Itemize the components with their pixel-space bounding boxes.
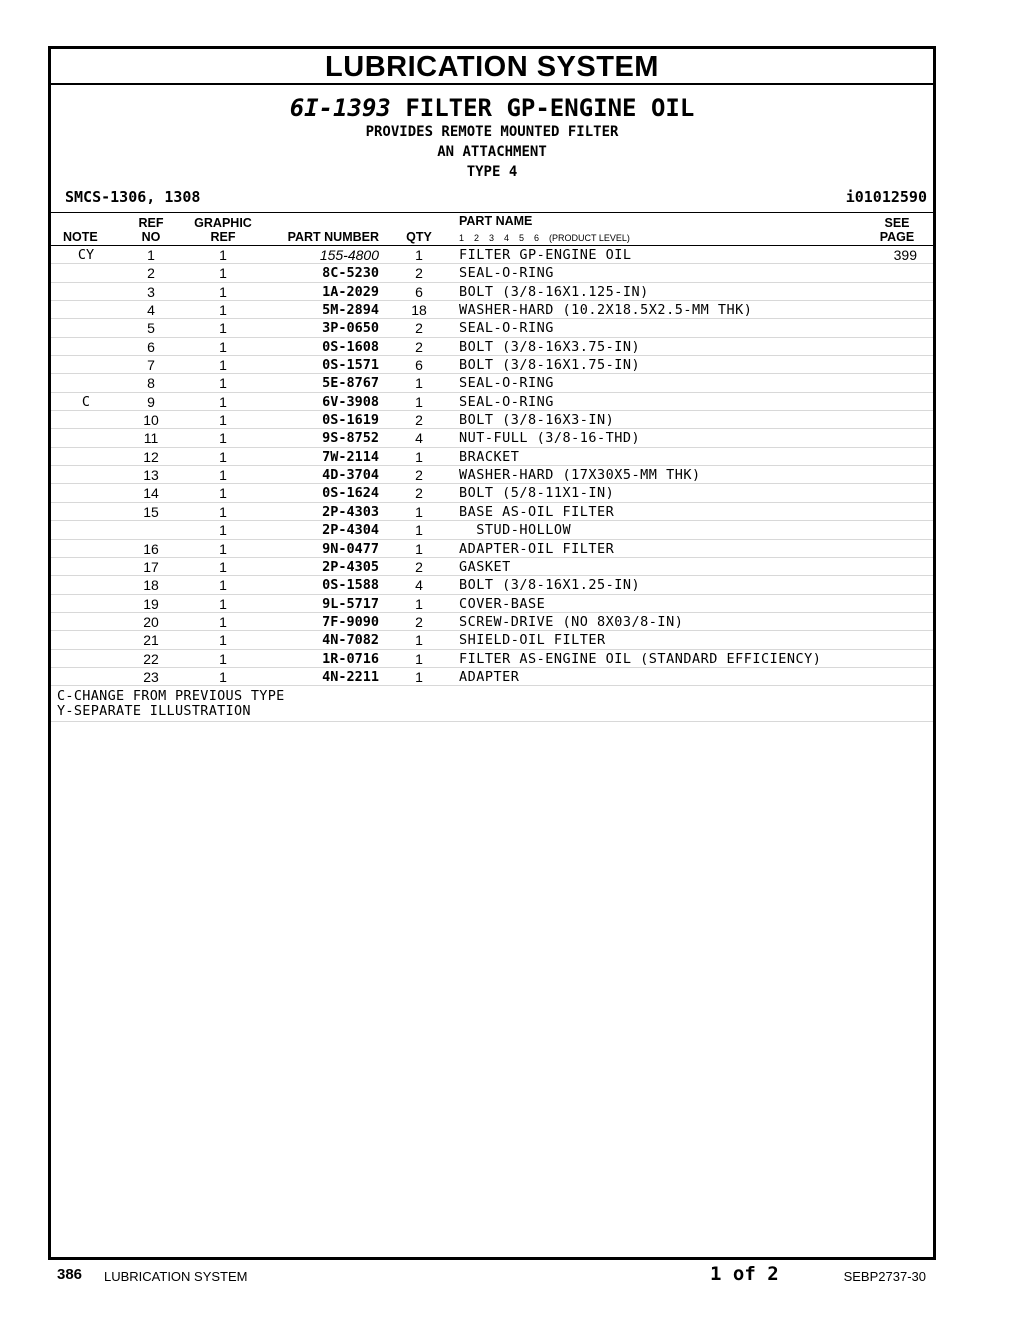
cell-graphic-ref: 1 [219, 265, 227, 282]
cell-graphic-ref: 1 [219, 247, 227, 263]
cell-part-number: 2P-4305 [322, 558, 379, 575]
cell-ref-no: 11 [143, 430, 159, 447]
col-graphic-ref-bottom: REF [210, 230, 236, 244]
cell-part-number: 9N-0477 [322, 540, 379, 557]
col-see-bottom: PAGE [879, 230, 915, 244]
cell-qty: 1 [415, 650, 423, 667]
cell-note: CY [77, 247, 95, 263]
group-name: FILTER GP-ENGINE OIL [405, 94, 695, 122]
cell-qty: 4 [415, 577, 423, 594]
table-row [51, 319, 933, 337]
cell-part-number: 4N-2211 [322, 668, 379, 685]
smcs-code: SMCS-1306, 1308 [65, 188, 201, 206]
cell-part-name: FILTER AS-ENGINE OIL (STANDARD EFFICIENCY) [459, 650, 822, 667]
cell-qty: 1 [415, 375, 423, 392]
cell-part-name: WASHER-HARD (17X30X5-MM THK) [459, 467, 701, 484]
cell-qty: 1 [415, 247, 423, 263]
cell-ref-no: 15 [143, 503, 159, 520]
cell-part-name: SEAL-O-RING [459, 375, 554, 392]
table-row [51, 613, 933, 631]
table-row [51, 595, 933, 613]
table-row [51, 283, 933, 301]
col-part-number: PART NUMBER [287, 230, 379, 244]
table-row [51, 668, 933, 686]
cell-part-number: 0S-1608 [322, 338, 379, 355]
footer-page-number: 386 [57, 1266, 83, 1283]
cell-graphic-ref: 1 [219, 540, 227, 557]
cell-graphic-ref: 1 [219, 302, 227, 319]
cell-part-name: NUT-FULL (3/8-16-THD) [459, 430, 641, 447]
cell-part-name: SHIELD-OIL FILTER [459, 632, 606, 649]
group-description-line: AN ATTACHMENT [437, 144, 547, 160]
cell-note: C [81, 393, 91, 410]
cell-qty: 2 [415, 485, 423, 502]
table-row [51, 503, 933, 521]
cell-part-name: BOLT (5/8-11X1-IN) [459, 485, 615, 502]
cell-graphic-ref: 1 [219, 320, 227, 337]
cell-graphic-ref: 1 [219, 430, 227, 447]
table-row [51, 466, 933, 484]
cell-ref-no: 1 [147, 247, 155, 263]
cell-qty: 1 [415, 595, 423, 612]
cell-part-number: 5M-2894 [322, 302, 379, 319]
table-row [51, 558, 933, 576]
cell-qty: 1 [415, 503, 423, 520]
table-row [51, 374, 933, 392]
cell-ref-no: 22 [143, 650, 159, 667]
cell-part-name: SEAL-O-RING [459, 393, 554, 410]
cell-part-name: SCREW-DRIVE (NO 8X03/8-IN) [459, 613, 684, 630]
cell-part-number: 2P-4303 [322, 503, 379, 520]
cell-ref-no: 4 [147, 302, 155, 319]
cell-part-number: 1R-0716 [322, 650, 379, 667]
cell-qty: 2 [415, 558, 423, 575]
cell-see-page: 399 [893, 247, 917, 263]
cell-ref-no: 20 [143, 613, 159, 630]
cell-part-name: WASHER-HARD (10.2X18.5X2.5-MM THK) [459, 302, 753, 319]
col-see-top: SEE [884, 216, 910, 230]
table-row [51, 448, 933, 466]
table-row [51, 411, 933, 429]
cell-part-name: SEAL-O-RING [459, 265, 554, 282]
cell-graphic-ref: 1 [219, 393, 227, 410]
table-row [51, 576, 933, 594]
cell-ref-no: 17 [143, 558, 159, 575]
column-header [51, 213, 933, 246]
cell-qty: 1 [415, 668, 423, 685]
cell-ref-no: 14 [143, 485, 159, 502]
cell-part-name: BASE AS-OIL FILTER [459, 503, 615, 520]
cell-qty: 2 [415, 467, 423, 484]
cell-ref-no: 6 [147, 338, 155, 355]
cell-part-number: 1A-2029 [322, 283, 379, 300]
cell-part-number: 9L-5717 [322, 595, 379, 612]
note-line: C-CHANGE FROM PREVIOUS TYPE [57, 688, 285, 705]
cell-qty: 18 [411, 302, 427, 319]
cell-part-name: BOLT (3/8-16X3-IN) [459, 412, 615, 429]
cell-graphic-ref: 1 [219, 338, 227, 355]
table-row [51, 631, 933, 649]
cell-ref-no: 7 [147, 357, 155, 374]
page-title: LUBRICATION SYSTEM [51, 49, 933, 85]
col-ref-top: REF [138, 216, 164, 230]
cell-graphic-ref: 1 [219, 448, 227, 465]
cell-part-name: BOLT (3/8-16X1.75-IN) [459, 357, 641, 374]
cell-graphic-ref: 1 [219, 412, 227, 429]
cell-ref-no: 5 [147, 320, 155, 337]
cell-graphic-ref: 1 [219, 467, 227, 484]
cell-ref-no: 18 [143, 577, 159, 594]
table-row [51, 521, 933, 539]
group-title [51, 94, 933, 122]
cell-part-number: 3P-0650 [322, 320, 379, 337]
cell-ref-no: 21 [143, 632, 159, 649]
cell-part-name: BOLT (3/8-16X1.125-IN) [459, 283, 649, 300]
cell-qty: 2 [415, 265, 423, 282]
cell-ref-no: 3 [147, 283, 155, 300]
cell-part-name: STUD-HOLLOW [459, 522, 572, 539]
col-qty: QTY [406, 230, 432, 244]
cell-part-number: 7F-9090 [322, 613, 379, 630]
cell-ref-no: 12 [143, 448, 159, 465]
table-row [51, 356, 933, 374]
cell-qty: 2 [415, 412, 423, 429]
cell-qty: 2 [415, 613, 423, 630]
cell-part-number: 155-4800 [319, 247, 379, 263]
cell-part-number: 7W-2114 [322, 448, 379, 465]
cell-part-name: COVER-BASE [459, 595, 546, 612]
cell-part-name: BRACKET [459, 448, 520, 465]
cell-part-number: 6V-3908 [322, 393, 379, 410]
table-row [51, 650, 933, 668]
col-part-name: PART NAME [459, 214, 533, 228]
cell-part-name: BOLT (3/8-16X3.75-IN) [459, 338, 641, 355]
cell-ref-no: 13 [143, 467, 159, 484]
cell-graphic-ref: 1 [219, 668, 227, 685]
cell-graphic-ref: 1 [219, 522, 227, 539]
cell-ref-no: 10 [143, 412, 159, 429]
group-description-line: TYPE 4 [466, 164, 518, 180]
page-frame [48, 46, 936, 1260]
cell-part-name: GASKET [459, 558, 511, 575]
cell-qty: 1 [415, 522, 423, 539]
cell-qty: 6 [415, 283, 423, 300]
cell-part-number: 4D-3704 [322, 467, 379, 484]
cell-part-number: 2P-4304 [322, 522, 379, 539]
table-row [51, 540, 933, 558]
cell-graphic-ref: 1 [219, 283, 227, 300]
table-row [51, 246, 933, 264]
cell-part-name: ADAPTER-OIL FILTER [459, 540, 615, 557]
table-row [51, 429, 933, 447]
cell-part-number: 5E-8767 [322, 375, 379, 392]
cell-part-number: 8C-5230 [322, 265, 379, 282]
group-part-number: 6I-1393 [289, 94, 391, 122]
cell-part-name: ADAPTER [459, 668, 520, 685]
col-product-level: 1 2 3 4 5 6 (PRODUCT LEVEL) [459, 233, 630, 243]
cell-qty: 4 [415, 430, 423, 447]
cell-graphic-ref: 1 [219, 485, 227, 502]
cell-qty: 1 [415, 540, 423, 557]
footer-section: LUBRICATION SYSTEM [104, 1269, 248, 1284]
cell-part-name: BOLT (3/8-16X1.25-IN) [459, 577, 641, 594]
cell-graphic-ref: 1 [219, 650, 227, 667]
cell-qty: 1 [415, 632, 423, 649]
cell-graphic-ref: 1 [219, 632, 227, 649]
notes-block [51, 686, 933, 722]
cell-qty: 6 [415, 357, 423, 374]
cell-ref-no: 16 [143, 540, 159, 557]
table-row [51, 484, 933, 502]
group-header [51, 94, 933, 182]
table-row [51, 338, 933, 356]
cell-ref-no: 23 [143, 668, 159, 685]
col-graphic-ref-top: GRAPHIC [194, 216, 252, 230]
cell-ref-no: 8 [147, 375, 155, 392]
cell-graphic-ref: 1 [219, 357, 227, 374]
cell-part-number: 0S-1619 [322, 412, 379, 429]
cell-graphic-ref: 1 [219, 613, 227, 630]
cell-graphic-ref: 1 [219, 577, 227, 594]
cell-part-name: SEAL-O-RING [459, 320, 554, 337]
cell-part-name: FILTER GP-ENGINE OIL [459, 247, 632, 263]
page-footer [0, 1262, 1020, 1292]
cell-qty: 1 [415, 393, 423, 410]
cell-ref-no: 19 [143, 595, 159, 612]
table-row [51, 301, 933, 319]
group-description-line: PROVIDES REMOTE MOUNTED FILTER [365, 124, 619, 140]
cell-part-number: 0S-1624 [322, 485, 379, 502]
table-row [51, 393, 933, 411]
footer-sheet-count: 1 of 2 [710, 1263, 779, 1285]
table-row [51, 264, 933, 282]
parts-table [51, 246, 933, 686]
cell-graphic-ref: 1 [219, 558, 227, 575]
cell-part-number: 0S-1571 [322, 357, 379, 374]
cell-part-number: 9S-8752 [322, 430, 379, 447]
col-ref-bottom: NO [141, 230, 161, 244]
footer-doc-number: SEBP2737-30 [843, 1269, 926, 1284]
cell-qty: 1 [415, 448, 423, 465]
cell-part-number: 0S-1588 [322, 577, 379, 594]
cell-qty: 2 [415, 320, 423, 337]
note-line: Y-SEPARATE ILLUSTRATION [57, 703, 251, 720]
col-note: NOTE [63, 230, 98, 244]
smcs-row [51, 186, 933, 213]
cell-ref-no: 2 [147, 265, 155, 282]
cell-ref-no: 9 [147, 393, 155, 410]
cell-qty: 2 [415, 338, 423, 355]
cell-part-number: 4N-7082 [322, 632, 379, 649]
cell-graphic-ref: 1 [219, 375, 227, 392]
cell-graphic-ref: 1 [219, 503, 227, 520]
cell-graphic-ref: 1 [219, 595, 227, 612]
illustration-id: i01012590 [845, 188, 927, 206]
